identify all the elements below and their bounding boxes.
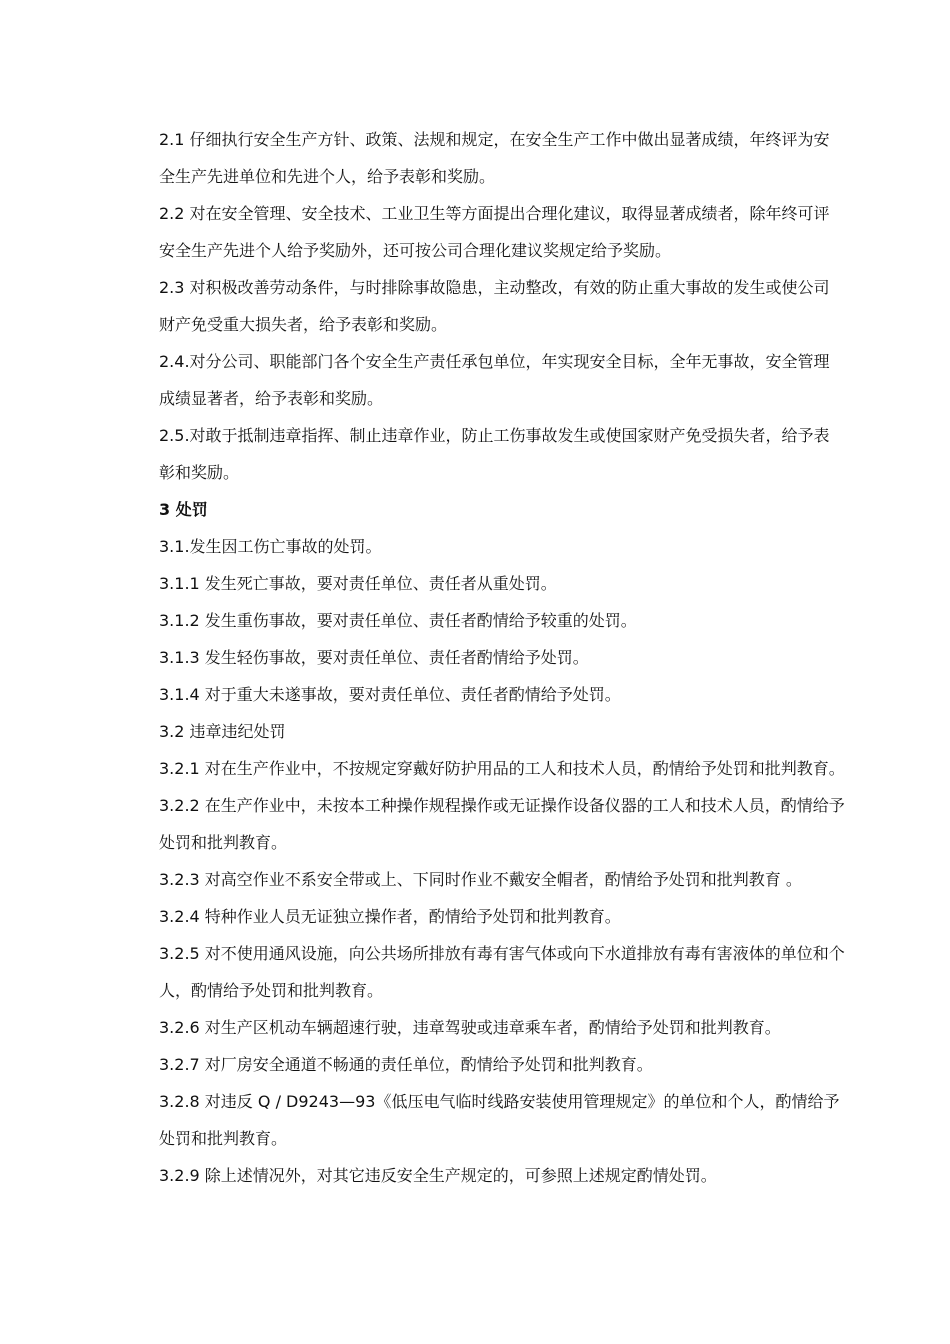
clause-3-2-4: 3.2.4 特种作业人员无证独立操作者，酌情给予处罚和批判教育。 [159,907,621,926]
clause-3-2-2: 3.2.2 在生产作业中，未按本工种操作规程操作或无证操作设备仪器的工人和技术人员，酌情给予处罚和批判教育。 [159,796,845,852]
clause-3-2-5: 3.2.5 对不使用通风设施，向公共场所排放有毒有害气体或向下水道排放有毒有害液体的单位和个人，酌情给予处罚和批判教育。 [159,944,845,1000]
clause-2-3: 2.3 对积极改善劳动条件，与时排除事故隐患，主动整改，有效的防止重大事故的发生或使公司财产免受重大损失者，给予表彰和奖励。 [159,278,830,334]
clause-3-1-4: 3.1.4 对于重大未遂事故，要对责任单位、责任者酌情给予处罚。 [159,685,621,704]
clause-2-4: 2.4.对分公司、职能部门各个安全生产责任承包单位，年实现安全目标，全年无事故，安全管理成绩显著者，给予表彰和奖励。 [159,352,830,408]
clause-3-2-8: 3.2.8 对违反 Q / D9243—93《低压电气临时线路安装使用管理规定》的单位和个人，酌情给予处罚和批判教育。 [159,1092,840,1148]
clause-3-1-3: 3.1.3 发生轻伤事故，要对责任单位、责任者酌情给予处罚。 [159,648,589,667]
clause-3-2-6: 3.2.6 对生产区机动车辆超速行驶，违章驾驶或违章乘车者，酌情给予处罚和批判教育。 [159,1018,781,1037]
clause-2-2: 2.2 对在安全管理、安全技术、工业卫生等方面提出合理化建议，取得显著成绩者，除年终可评安全生产先进个人给予奖励外，还可按公司合理化建议奖规定给予奖励。 [159,204,830,260]
clause-3-1-1: 3.1.1 发生死亡事故，要对责任单位、责任者从重处罚。 [159,574,557,593]
clause-2-1: 2.1 仔细执行安全生产方针、政策、法规和规定，在安全生产工作中做出显著成绩，年终评为安全生产先进单位和先进个人，给予表彰和奖励。 [159,130,830,186]
clause-3-2: 3.2 违章违纪处罚 [159,722,286,741]
clause-3-1-2: 3.1.2 发生重伤事故，要对责任单位、责任者酌情给予较重的处罚。 [159,611,637,630]
clause-3-2-9: 3.2.9 除上述情况外，对其它违反安全生产规定的，可参照上述规定酌情处罚。 [159,1166,717,1185]
section-heading-penalties: 3 处罚 [159,500,208,519]
clause-3-2-1: 3.2.1 对在生产作业中，不按规定穿戴好防护用品的工人和技术人员，酌情给予处罚和批判教育。 [159,759,845,778]
document-body [159,121,845,1194]
clause-3-2-3: 3.2.3 对高空作业不系安全带或上、下同时作业不戴安全帽者，酌情给予处罚和批判教育 。 [159,870,802,889]
clause-3-2-7: 3.2.7 对厂房安全通道不畅通的责任单位，酌情给予处罚和批判教育。 [159,1055,653,1074]
clause-2-5: 2.5.对敢于抵制违章指挥、制止违章作业，防止工伤事故发生或使国家财产免受损失者，给予表彰和奖励。 [159,426,830,482]
clause-3-1: 3.1.发生因工伤亡事故的处罚。 [159,537,382,556]
